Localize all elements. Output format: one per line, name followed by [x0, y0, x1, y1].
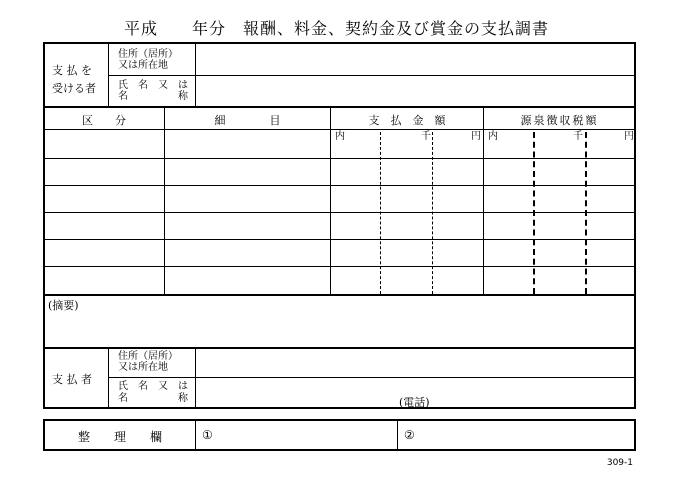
payer-address-field[interactable]	[197, 349, 634, 376]
remarks-label: (摘要)	[48, 299, 79, 312]
tax-unit-inner: 内	[488, 131, 498, 142]
recipient-name-label-2: 名 称	[118, 91, 188, 102]
payer-name-label-1: 氏 名 又 は	[118, 381, 188, 392]
recipient-address-label-2: 又は所在地	[118, 60, 168, 71]
recipient-name-field[interactable]	[197, 77, 634, 105]
payer-label: 支 払 者	[52, 373, 92, 386]
recipient-label-line2: 受ける者	[52, 82, 96, 95]
payment-unit-thousand: 千	[421, 131, 431, 142]
tax-unit-yen: 円	[624, 131, 634, 142]
seiri-field-1-label: ①	[202, 428, 213, 442]
payer-phone-label: (電話)	[399, 396, 430, 409]
header-detail: 細 目	[214, 114, 281, 127]
payment-unit-yen: 円	[471, 131, 481, 142]
seiri-label: 整 理 欄	[77, 430, 162, 444]
payment-unit-inner: 内	[335, 131, 345, 142]
header-payment-amount: 支 払 金 額	[368, 114, 446, 127]
seiri-field-2-label: ②	[404, 428, 415, 442]
header-withholding-tax: 源泉徴収税額	[520, 114, 599, 127]
tax-unit-thousand: 千	[573, 131, 583, 142]
form-number: 309-1	[606, 458, 633, 468]
recipient-name-label-1: 氏 名 又 は	[118, 80, 188, 91]
header-category: 区 分	[82, 114, 126, 127]
payer-address-label-2: 又は所在地	[118, 362, 168, 373]
recipient-label-line1: 支 払 を	[52, 64, 92, 77]
remarks-field[interactable]	[45, 312, 634, 346]
recipient-address-label-1: 住所（居所）	[118, 49, 178, 60]
recipient-address-field[interactable]	[197, 44, 634, 74]
payer-address-label-1: 住所（居所）	[118, 351, 178, 362]
payer-name-label-2: 名 称	[118, 393, 188, 404]
form-title: 平成 年分 報酬、料金、契約金及び賞金の支払調書	[123, 19, 549, 38]
